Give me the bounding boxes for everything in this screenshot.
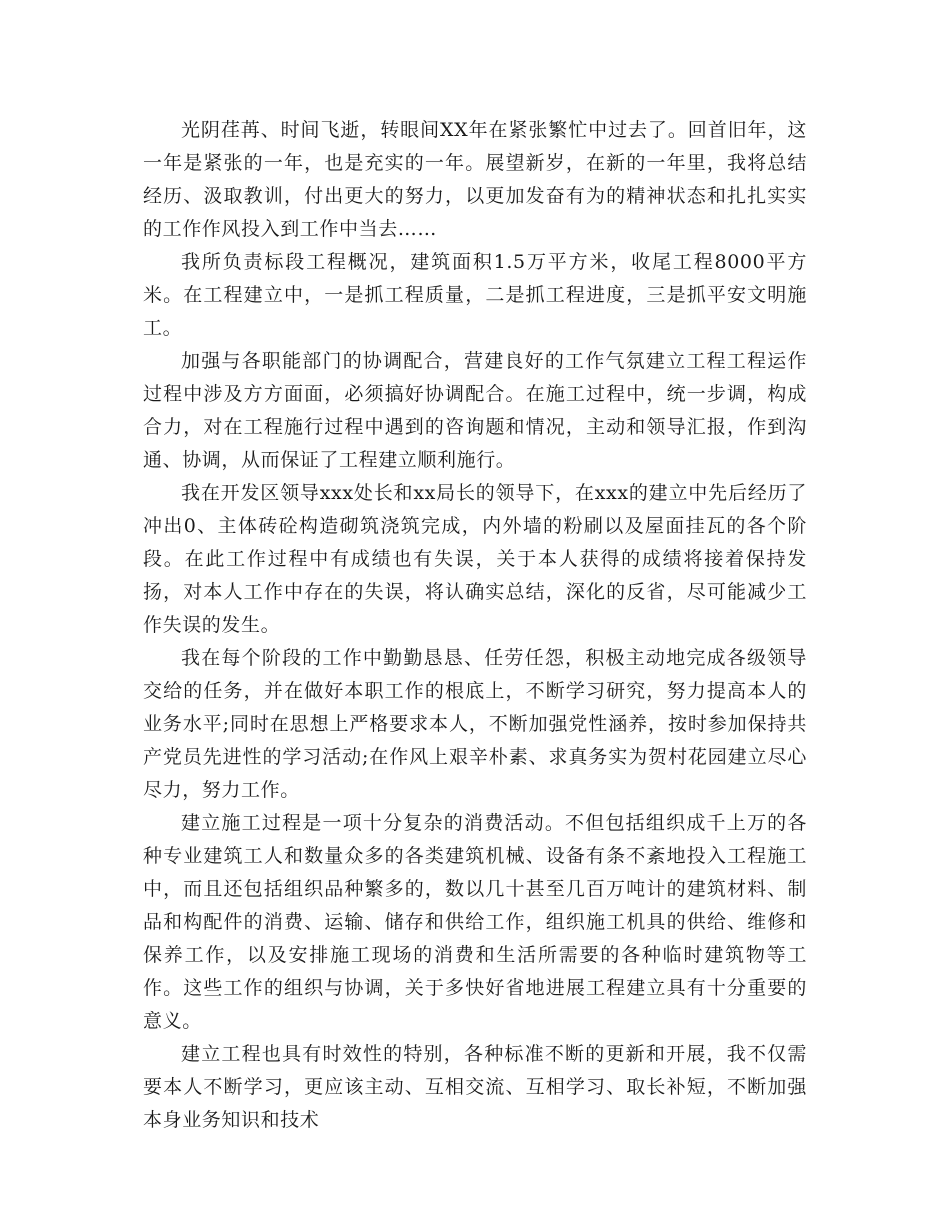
paragraph-1: 光阴荏苒、时间飞逝，转眼间XX年在紧张繁忙中过去了。回首旧年，这一年是紧张的一年，也是充实的一年。展望新岁，在新的一年里，我将总结经历、汲取教训，付出更大的努力，以更加发奋有为的精神状态和扎扎实实的工作作风投入到工作中当去…… — [143, 119, 807, 240]
document-body — [143, 114, 807, 1137]
paragraph-5: 我在每个阶段的工作中勤勤恳恳、任劳任怨，积极主动地完成各级领导交给的任务，并在做好本职工作的根底上，不断学习研究，努力提高本人的业务水平;同时在思想上严格要求本人，不断加强党性涵养，按时参加保持共产党员先进性的学习活动;在作风上艰辛朴素、求真务实为贺村花园建立尽心尽力，努力工作。 — [143, 647, 807, 801]
paragraph-7: 建立工程也具有时效性的特别，各种标准不断的更新和开展，我不仅需要本人不断学习，更应该主动、互相交流、互相学习、取长补短，不断加强本身业务知识和技术 — [143, 1043, 807, 1131]
paragraph-2: 我所负责标段工程概况，建筑面积1.5万平方米，收尾工程8000平方米。在工程建立中，一是抓工程质量，二是抓工程进度，三是抓平安文明施工。 — [143, 251, 807, 339]
paragraph-4: 我在开发区领导xxx处长和xx局长的领导下，在xxx的建立中先后经历了冲出0、主体砖砼构造砌筑浇筑完成，内外墙的粉刷以及屋面挂瓦的各个阶段。在此工作过程中有成绩也有失误，关于本人获得的成绩将接着保持发扬，对本人工作中存在的失误，将认确实总结，深化的反省，尽可能减少工作失误的发生。 — [143, 482, 807, 636]
paragraph-3: 加强与各职能部门的协调配合，营建良好的工作气氛建立工程工程运作过程中涉及方方面面，必须搞好协调配合。在施工过程中，统一步调，构成合力，对在工程施行过程中遇到的咨询题和情况，主动和领导汇报，作到沟通、协调，从而保证了工程建立顺利施行。 — [143, 350, 807, 471]
paragraph-6: 建立施工过程是一项十分复杂的消费活动。不但包括组织成千上万的各种专业建筑工人和数量众多的各类建筑机械、设备有条不紊地投入工程施工中，而且还包括组织品种繁多的，数以几十甚至几百万吨计的建筑材料、制品和构配件的消费、运输、储存和供给工作，组织施工机具的供给、维修和保养工作，以及安排施工现场的消费和生活所需要的各种临时建筑物等工作。这些工作的组织与协调，关于多快好省地进展工程建立具有十分重要的意义。 — [143, 812, 807, 1032]
